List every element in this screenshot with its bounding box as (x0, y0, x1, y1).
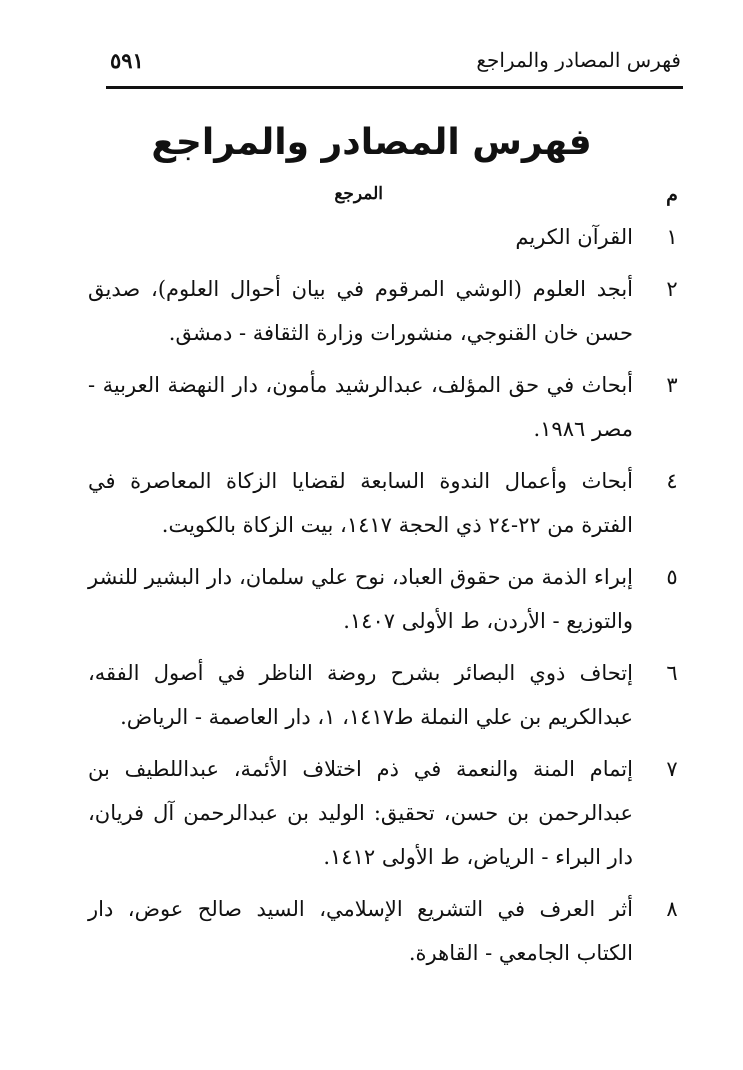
list-item (88, 363, 683, 451)
running-header (110, 38, 681, 82)
list-item (88, 459, 683, 547)
number-column-header: م (666, 184, 678, 206)
entry-number: ٢ (666, 277, 678, 301)
entry-number: ٨ (666, 897, 678, 921)
entry-number: ٤ (666, 469, 678, 493)
list-item (88, 747, 683, 879)
header-rule (106, 86, 683, 89)
entry-number: ٣ (666, 373, 678, 397)
entry-number: ١ (666, 225, 678, 249)
entry-text: أبحاث وأعمال الندوة السابعة لقضايا الزكاة المعاصرة في الفترة من ٢٢-٢٤ ذي الحجة ١٤١٧، بيت الزكاة بالكويت. (88, 469, 633, 537)
entry-text: إبراء الذمة من حقوق العباد، نوح علي سلمان، دار البشير للنشر والتوزيع - الأردن، ط الأولى ١٤٠٧. (88, 565, 633, 633)
running-title: فهرس المصادر والمراجع (476, 48, 681, 72)
column-headers (90, 184, 683, 214)
list-item (88, 267, 683, 355)
list-item (88, 887, 683, 975)
page-number: ٥٩١ (110, 47, 144, 73)
entry-number: ٥ (666, 565, 678, 589)
entry-text: إتمام المنة والنعمة في ذم اختلاف الأئمة، عبداللطيف بن عبدالرحمن بن حسن، تحقيق: الوليد بن عبدالرحمن آل فريان، دار البراء - الرياض، ط الأولى ١٤١٢. (88, 757, 633, 869)
reference-list (88, 215, 683, 983)
entry-text: القرآن الكريم (515, 225, 633, 249)
list-item (88, 215, 683, 259)
entry-number: ٦ (666, 661, 678, 685)
entry-text: إتحاف ذوي البصائر بشرح روضة الناظر في أصول الفقه، عبدالكريم بن علي النملة ط١٤١٧، ١، دار العاصمة - الرياض. (88, 661, 633, 729)
list-item (88, 651, 683, 739)
entry-text: أثر العرف في التشريع الإسلامي، السيد صالح عوض، دار الكتاب الجامعي - القاهرة. (88, 897, 633, 965)
reference-column-header: المرجع (334, 184, 383, 204)
entry-text: أبحاث في حق المؤلف، عبدالرشيد مأمون، دار النهضة العربية - مصر ١٩٨٦. (88, 373, 634, 441)
list-item (88, 555, 683, 643)
page-title: فهرس المصادر والمراجع (151, 122, 592, 163)
entry-number: ٧ (666, 757, 678, 781)
entry-text: أبجد العلوم (الوشي المرقوم في بيان أحوال العلوم)، صديق حسن خان القنوجي، منشورات وزارة الثقافة - دمشق. (88, 277, 633, 345)
